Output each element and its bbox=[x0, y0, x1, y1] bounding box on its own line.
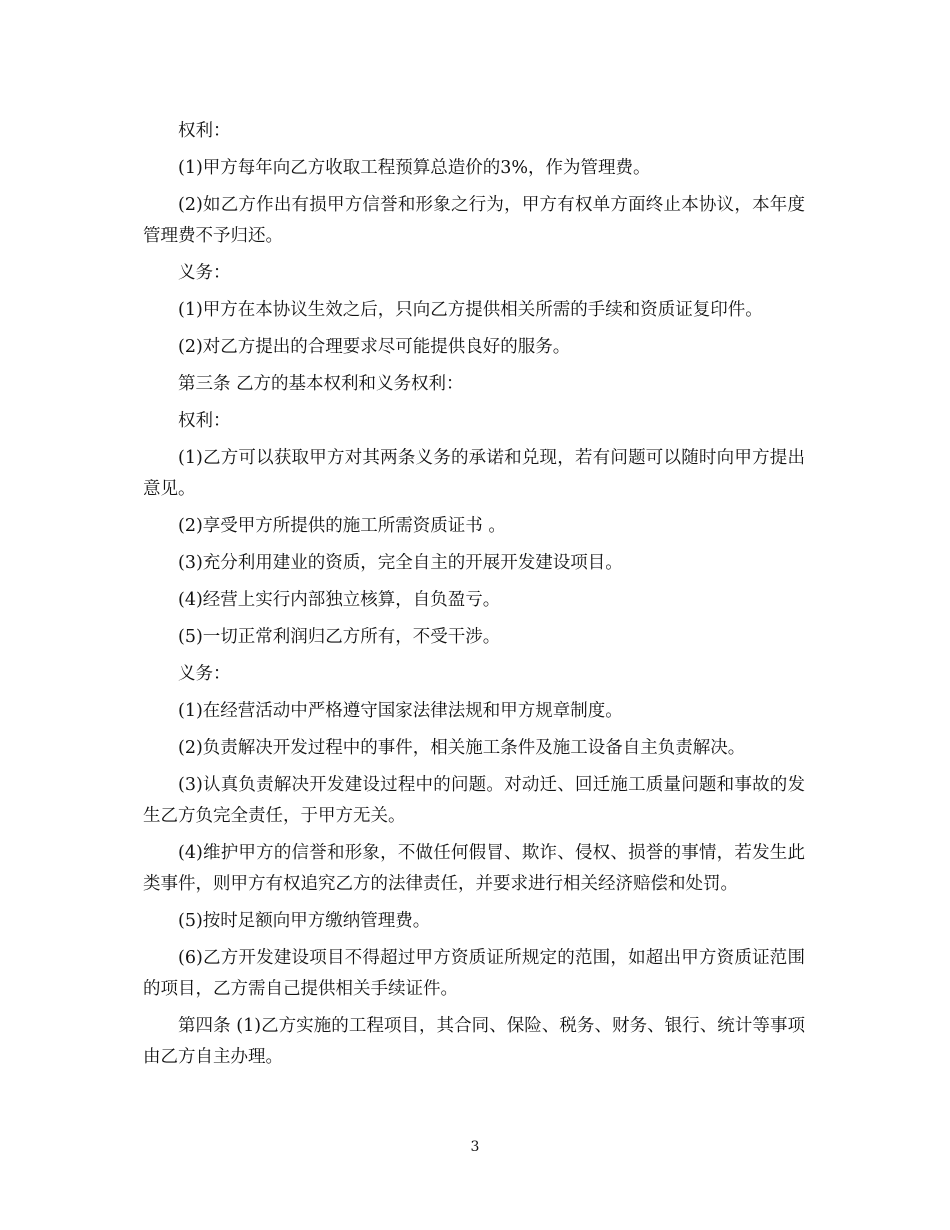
paragraph: (2)享受甲方所提供的施工所需资质证书 。 bbox=[178, 516, 506, 536]
paragraph: (3)认真负责解决开发建设过程中的问题。对动迁、回迁施工质量问题和事故的发生乙方负完全责任，于甲方无关。 bbox=[143, 775, 805, 826]
paragraph: (6)乙方开发建设项目不得超过甲方资质证所规定的范围，如超出甲方资质证范围的项目，乙方需自己提供相关手续证件。 bbox=[143, 948, 805, 999]
paragraph: (1)甲方每年向乙方收取工程预算总造价的3%，作为管理费。 bbox=[178, 158, 651, 178]
paragraph: (1)乙方可以获取甲方对其两条义务的承诺和兑现，若有问题可以随时向甲方提出意见。 bbox=[143, 448, 805, 499]
paragraph: (4)维护甲方的信誉和形象，不做任何假冒、欺诈、侵权、损誉的事情，若发生此类事件，则甲方有权追究乙方的法律责任，并要求进行相关经济赔偿和处罚。 bbox=[143, 843, 805, 894]
paragraph: (1)甲方在本协议生效之后，只向乙方提供相关所需的手续和资质证复印件。 bbox=[178, 300, 763, 320]
paragraph: (2)对乙方提出的合理要求尽可能提供良好的服务。 bbox=[178, 337, 571, 357]
paragraph: (5)按时足额向甲方缴纳管理费。 bbox=[178, 911, 431, 931]
paragraph: 权利： bbox=[178, 121, 231, 141]
paragraph: (2)负责解决开发过程中的事件，相关施工条件及施工设备自主负责解决。 bbox=[178, 738, 746, 758]
paragraph: 义务： bbox=[178, 263, 231, 283]
paragraph: 权利： bbox=[178, 411, 231, 431]
page-number: 3 bbox=[470, 1139, 480, 1155]
paragraph: (3)充分利用建业的资质，完全自主的开展开发建设项目。 bbox=[178, 553, 623, 573]
paragraph: (4)经营上实行内部独立核算，自负盈亏。 bbox=[178, 590, 501, 610]
paragraph: 义务： bbox=[178, 664, 231, 684]
paragraph: (5)一切正常利润归乙方所有，不受干涉。 bbox=[178, 627, 501, 647]
document-body bbox=[143, 116, 805, 1079]
paragraph: (1)在经营活动中严格遵守国家法律法规和甲方规章制度。 bbox=[178, 701, 623, 721]
section-heading: 第三条 乙方的基本权利和义务权利： bbox=[178, 374, 464, 394]
paragraph: (2)如乙方作出有损甲方信誉和形象之行为，甲方有权单方面终止本协议，本年度管理费不予归还。 bbox=[143, 195, 805, 246]
section-heading: 第四条 (1)乙方实施的工程项目，其合同、保险、税务、财务、银行、统计等事项由乙方自主办理。 bbox=[143, 1016, 805, 1067]
